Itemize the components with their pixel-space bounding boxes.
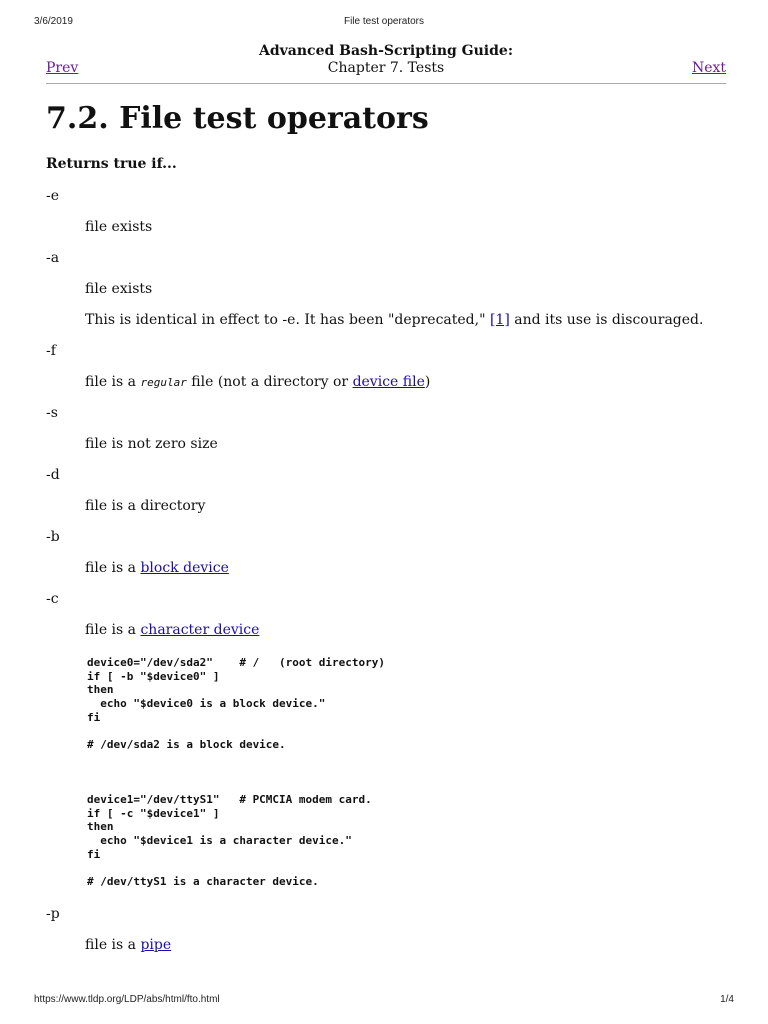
print-title: File test operators <box>343 16 425 27</box>
print-footer <box>0 994 768 1008</box>
print-url: https://www.tldp.org/LDP/abs/html/fto.html <box>34 994 220 1005</box>
prev-link[interactable]: Prev <box>46 60 79 76</box>
character-device-link[interactable]: character device <box>140 622 260 638</box>
desc-text: file is a <box>85 937 137 953</box>
pipe-link[interactable]: pipe <box>140 937 172 953</box>
operator-term-e: -e <box>46 188 60 204</box>
note-text-after: and its use is discouraged. <box>514 312 704 328</box>
guide-title: Advanced Bash-Scripting Guide: <box>259 43 513 59</box>
operator-desc-b <box>85 560 229 576</box>
operator-desc-d: file is a directory <box>85 498 206 514</box>
operator-term-p: -p <box>46 906 60 922</box>
operator-desc-a: file exists <box>85 281 153 297</box>
page-title: 7.2. File test operators <box>46 101 429 136</box>
literal-regular: regular <box>140 376 187 389</box>
desc-text: file is a <box>85 560 137 576</box>
operator-term-c: -c <box>46 591 59 607</box>
header-divider <box>46 83 726 84</box>
operator-desc-f <box>85 374 430 390</box>
desc-text: file is a <box>85 374 137 390</box>
print-header <box>0 16 768 30</box>
operator-term-a: -a <box>46 250 60 266</box>
device-file-link[interactable]: device file <box>352 374 425 390</box>
footnote-link[interactable]: [1] <box>489 312 510 328</box>
operator-note-a <box>85 312 703 328</box>
operator-desc-e: file exists <box>85 219 153 235</box>
intro-text: Returns true if... <box>46 156 177 172</box>
desc-text: file is a <box>85 622 137 638</box>
operator-term-s: -s <box>46 405 58 421</box>
operator-desc-c <box>85 622 259 638</box>
block-device-link[interactable]: block device <box>140 560 229 576</box>
print-date: 3/6/2019 <box>34 16 73 27</box>
desc-text: file (not a directory or <box>191 374 349 390</box>
operator-desc-s: file is not zero size <box>85 436 218 452</box>
next-link[interactable]: Next <box>691 60 726 76</box>
navigation-header <box>46 43 726 83</box>
chapter-title: Chapter 7. Tests <box>327 60 445 76</box>
code-example-character-device: device1="/dev/ttyS1" # PCMCIA modem card. if [ -c "$device1" ] then echo "$device1 is a character device." fi # /dev/ttyS1 is a character device. <box>87 793 372 889</box>
desc-text: ) <box>424 374 431 390</box>
operator-term-d: -d <box>46 467 60 483</box>
note-text-before: This is identical in effect to -e. It has been "deprecated," <box>85 312 486 328</box>
operator-term-f: -f <box>46 343 56 359</box>
code-example-block-device: device0="/dev/sda2" # / (root directory) if [ -b "$device0" ] then echo "$device0 is a block device." fi # /dev/sda2 is a block device. <box>87 656 386 752</box>
operator-desc-p <box>85 937 171 953</box>
operator-term-b: -b <box>46 529 60 545</box>
page-number: 1/4 <box>720 994 734 1005</box>
